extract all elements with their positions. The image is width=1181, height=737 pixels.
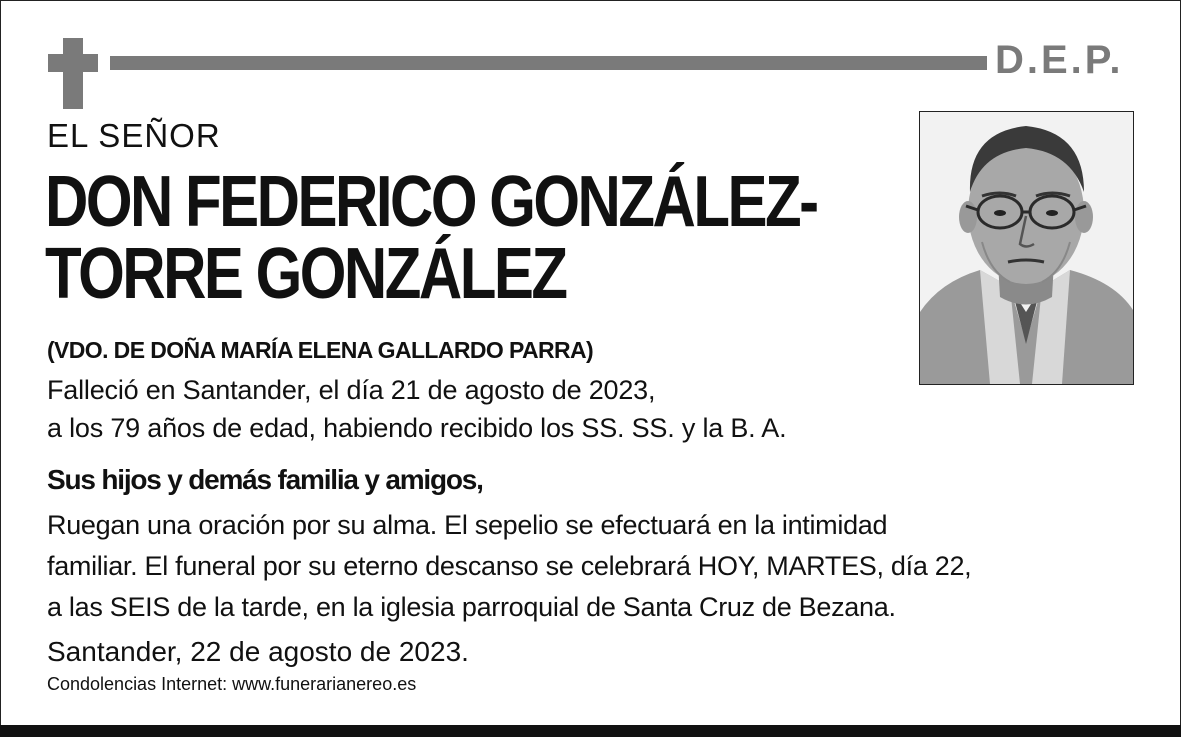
portrait-image — [920, 112, 1133, 384]
cross-icon — [63, 38, 83, 109]
portrait-photo — [919, 111, 1134, 385]
header-rule — [110, 56, 987, 70]
intro-title: EL SEÑOR — [47, 117, 221, 154]
cross-icon-bar — [48, 54, 98, 72]
death-details — [47, 371, 786, 447]
deceased-name-line-2: TORRE GONZÁLEZ — [45, 233, 566, 314]
funeral-details — [47, 505, 971, 628]
deceased-name-line-1: DON FEDERICO GONZÁLEZ- — [45, 161, 817, 242]
condolences-link: Condolencias Internet: www.funerarianereo.es — [47, 674, 417, 694]
widower-of: (VDO. DE DOÑA MARÍA ELENA GALLARDO PARRA) — [47, 337, 594, 363]
funeral-details-line-1: Ruegan una oración por su alma. El sepelio se efectuará en la intimidad — [47, 510, 888, 540]
bottom-rule — [0, 725, 1181, 737]
family-line: Sus hijos y demás familia y amigos, — [47, 464, 483, 495]
funeral-details-line-2: familiar. El funeral por su eterno descanso se celebrará HOY, MARTES, día 22, — [47, 551, 972, 581]
deceased-name — [45, 161, 905, 314]
death-details-line-2: a los 79 años de edad, habiendo recibido los SS. SS. y la B. A. — [47, 413, 787, 443]
place-and-date: Santander, 22 de agosto de 2023. — [47, 636, 469, 667]
funeral-details-line-3: a las SEIS de la tarde, en la iglesia parroquial de Santa Cruz de Bezana. — [47, 592, 896, 622]
death-details-line-1: Falleció en Santander, el día 21 de agosto de 2023, — [47, 375, 656, 405]
dep-label: D.E.P. — [995, 38, 1124, 82]
